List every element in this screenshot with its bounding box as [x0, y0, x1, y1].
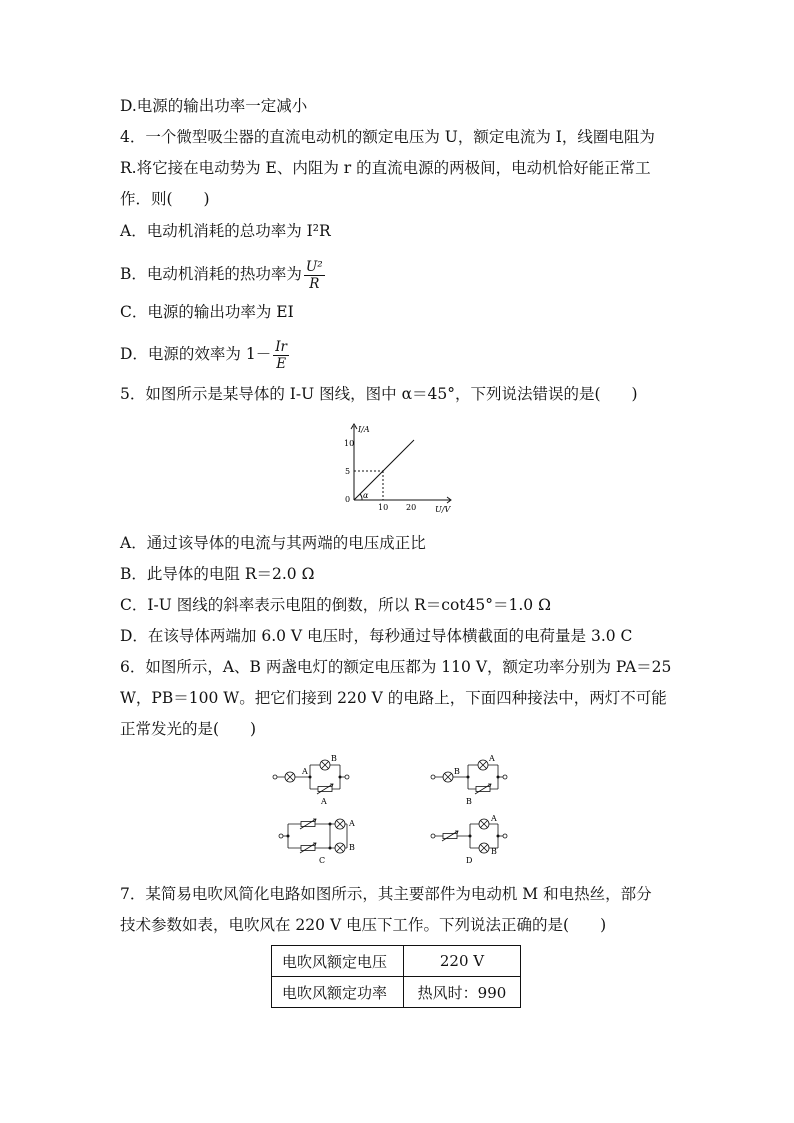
x-axis-label: U/V	[435, 505, 451, 514]
x-tick-10: 10	[378, 503, 389, 512]
question-4-line-1: 4．一个微型吸尘器的直流电动机的额定电压为 U，额定电流为 I，线圈电阻为	[120, 128, 655, 146]
fraction-ir-over-e: $\frac{Ir}{E}$	[275, 338, 288, 372]
y-axis-label: I/A	[358, 425, 370, 434]
circuit-c-caption: C	[319, 856, 326, 865]
question-6-line-2: W，PB＝100 W。把它们接到 220 V 的电路上，下面四种接法中，两灯不可能	[120, 689, 667, 707]
table-cell: 220 V	[404, 946, 521, 977]
question-4-line-3: 作．则( )	[120, 190, 210, 208]
circuit-d-lamp-a-label: A	[491, 814, 497, 823]
parameters-table	[271, 945, 521, 1008]
x-tick-20: 20	[406, 503, 417, 512]
option-b-text: B．电动机消耗的热功率为	[120, 265, 302, 283]
circuit-diagrams	[268, 755, 518, 870]
question-5-option-d: D．在该导体两端加 6.0 V 电压时，每秒通过导体横截面的电荷量是 3.0 C	[120, 627, 633, 645]
fraction-u2-over-r: $\frac{\text{U²}}{R}$	[305, 258, 323, 292]
question-7-line-1: 7．某简易电吹风简化电路如图所示，其主要部件为电动机 M 和电热丝，部分	[120, 885, 652, 903]
question-5-option-b: B．此导体的电阻 R＝2.0 Ω	[120, 565, 315, 583]
circuit-d-caption: D	[466, 856, 473, 865]
table-cell: 电吹风额定功率	[272, 977, 404, 1008]
circuit-a-caption: A	[321, 797, 327, 806]
circuit-a-lamp-a-label: A	[302, 767, 308, 776]
circuit-b-lamp-a-label: A	[489, 755, 495, 763]
iu-graph	[336, 420, 456, 516]
question-4-option-c: C．电源的输出功率为 EI	[120, 303, 294, 321]
table-row	[272, 977, 521, 1008]
circuit-b-lamp-b-label: B	[454, 767, 460, 776]
y-tick-0: 0	[345, 495, 351, 504]
option-d-prev: D.电源的输出功率一定减小	[120, 97, 308, 115]
y-tick-10: 10	[344, 439, 355, 448]
question-5-option-a: A．通过该导体的电流与其两端的电压成正比	[120, 534, 426, 552]
circuit-b-caption: B	[466, 797, 472, 806]
circuit-c-lamp-a-label: A	[349, 819, 355, 828]
option-d-text: D．电源的效率为 1－	[120, 345, 272, 363]
question-4-line-2: R.将它接在电动势为 E、内阻为 r 的直流电源的两极间，电动机恰好能正常工	[120, 159, 651, 177]
circuit-a-lamp-b-label: B	[331, 755, 337, 763]
circuit-c-lamp-b-label: B	[349, 843, 355, 852]
question-6-line-3: 正常发光的是( )	[120, 720, 257, 738]
table-cell: 热风时：990	[404, 977, 521, 1008]
angle-label: α	[363, 491, 369, 500]
question-5-stem: 5．如图所示是某导体的 I-U 图线，图中 α＝45°，下列说法错误的是( )	[120, 385, 638, 403]
question-7-line-2: 技术参数如表，电吹风在 220 V 电压下工作。下列说法正确的是( )	[120, 916, 607, 934]
y-tick-5: 5	[345, 467, 351, 476]
question-4-option-a: A．电动机消耗的总功率为 I²R	[120, 222, 331, 240]
question-5-option-c: C．I-U 图线的斜率表示电阻的倒数，所以 R＝cot45°＝1.0 Ω	[120, 596, 551, 614]
question-4-option-d	[120, 332, 291, 376]
table-row	[272, 946, 521, 977]
table-cell: 电吹风额定电压	[272, 946, 404, 977]
question-4-option-b	[120, 252, 327, 296]
question-6-line-1: 6．如图所示，A、B 两盏电灯的额定电压都为 110 V，额定功率分别为 PA＝25	[120, 658, 672, 676]
circuit-d-lamp-b-label: B	[491, 847, 497, 856]
